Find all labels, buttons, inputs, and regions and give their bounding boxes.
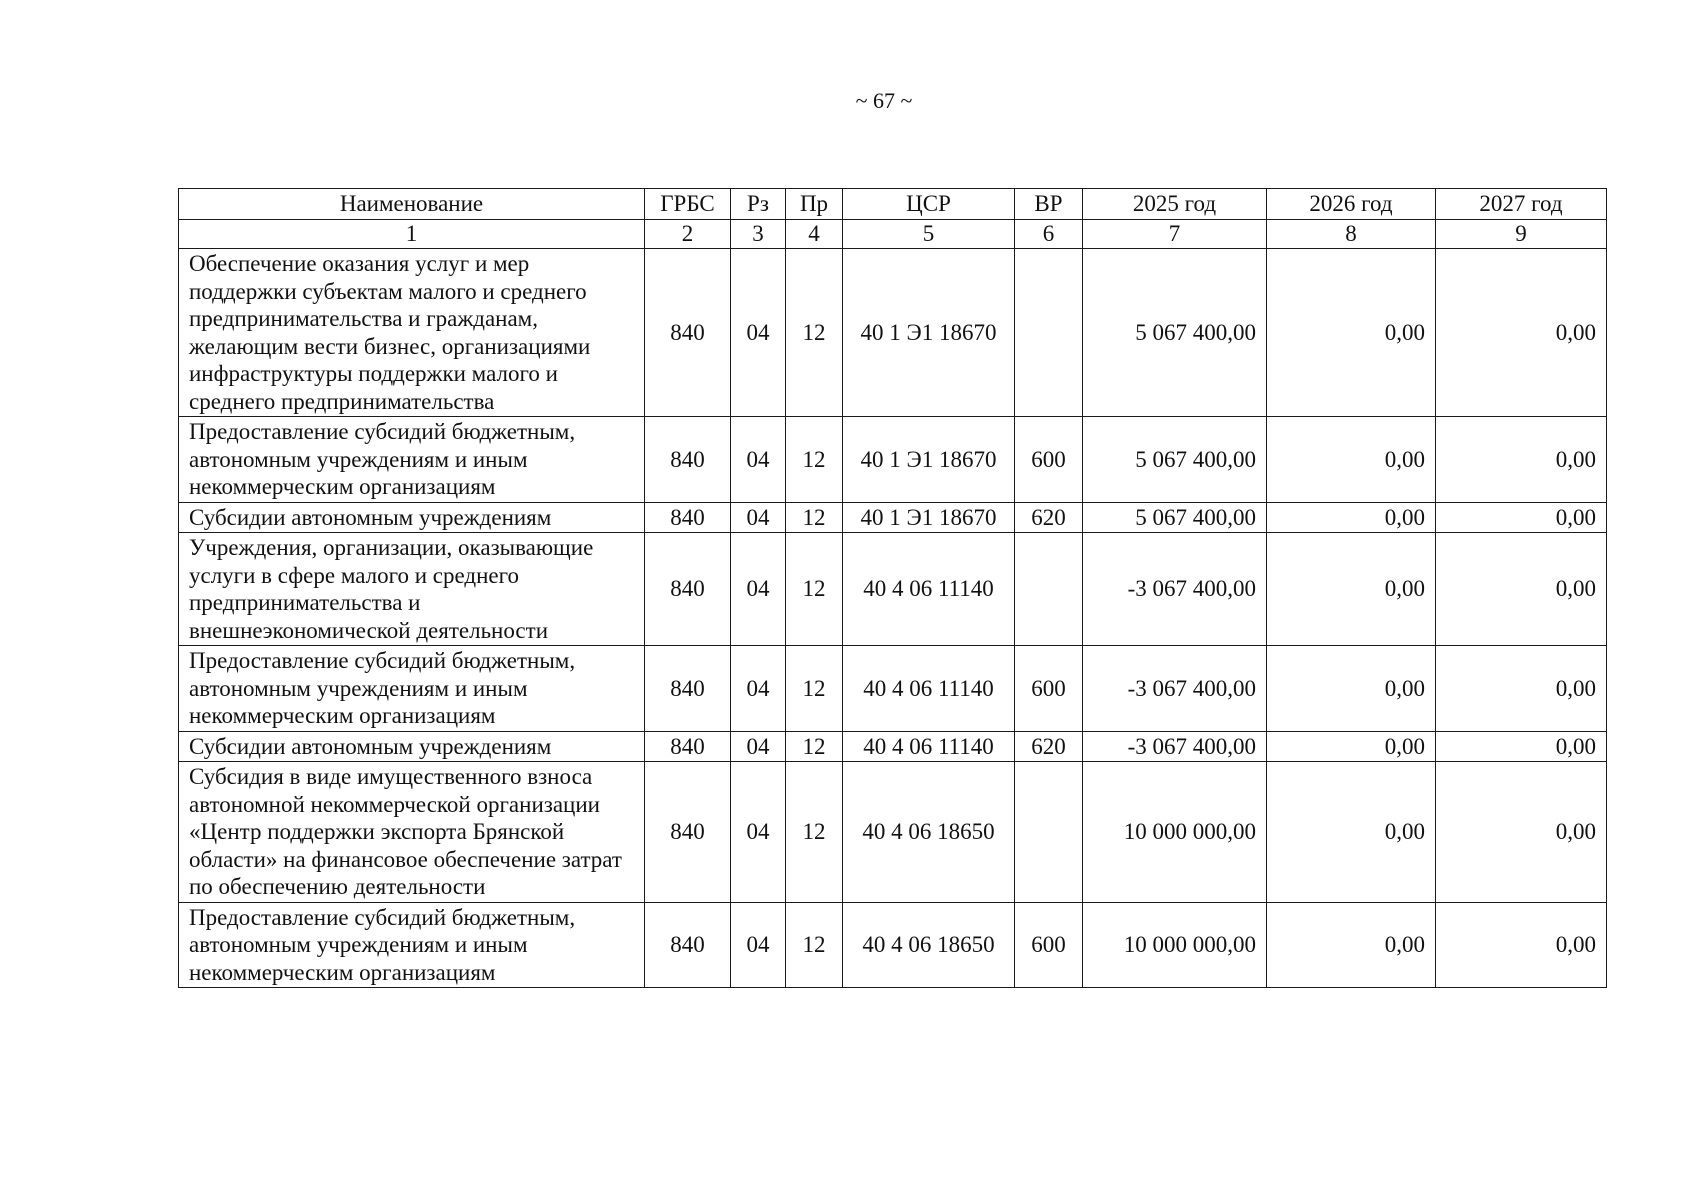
row-csr: 40 4 06 11140 bbox=[843, 731, 1015, 762]
row-csr: 40 4 06 11140 bbox=[843, 533, 1015, 646]
column-number: 5 bbox=[843, 220, 1015, 249]
page-number: ~ 67 ~ bbox=[855, 88, 913, 113]
table-row bbox=[179, 249, 1607, 417]
header-rz: Рз bbox=[731, 189, 786, 220]
row-grbs: 840 bbox=[645, 646, 731, 732]
row-pr: 12 bbox=[786, 646, 843, 732]
column-number-row bbox=[179, 220, 1607, 249]
column-number: 4 bbox=[786, 220, 843, 249]
row-csr: 40 4 06 18650 bbox=[843, 902, 1015, 988]
row-vr: 620 bbox=[1015, 502, 1083, 533]
row-csr: 40 4 06 18650 bbox=[843, 762, 1015, 903]
row-2025: -3 067 400,00 bbox=[1083, 533, 1267, 646]
row-2026: 0,00 bbox=[1267, 533, 1436, 646]
row-rz: 04 bbox=[731, 762, 786, 903]
row-csr: 40 1 Э1 18670 bbox=[843, 502, 1015, 533]
header-2027: 2027 год bbox=[1436, 189, 1607, 220]
header-2025: 2025 год bbox=[1083, 189, 1267, 220]
row-2027: 0,00 bbox=[1436, 902, 1607, 988]
row-vr: 620 bbox=[1015, 731, 1083, 762]
table-row bbox=[179, 646, 1607, 732]
row-rz: 04 bbox=[731, 533, 786, 646]
row-rz: 04 bbox=[731, 417, 786, 503]
row-grbs: 840 bbox=[645, 249, 731, 417]
row-name: Предоставление субсидий бюджетным, автономным учреждениям и иным некоммерческим организациям bbox=[179, 417, 645, 503]
table-row bbox=[179, 731, 1607, 762]
row-grbs: 840 bbox=[645, 533, 731, 646]
row-pr: 12 bbox=[786, 762, 843, 903]
row-2027: 0,00 bbox=[1436, 731, 1607, 762]
row-vr: 600 bbox=[1015, 646, 1083, 732]
column-number: 3 bbox=[731, 220, 786, 249]
row-pr: 12 bbox=[786, 731, 843, 762]
row-2026: 0,00 bbox=[1267, 731, 1436, 762]
table-row bbox=[179, 417, 1607, 503]
row-2025: 5 067 400,00 bbox=[1083, 502, 1267, 533]
row-rz: 04 bbox=[731, 731, 786, 762]
header-csr: ЦСР bbox=[843, 189, 1015, 220]
row-name: Субсидии автономным учреждениям bbox=[179, 731, 645, 762]
row-vr: 600 bbox=[1015, 417, 1083, 503]
row-2025: 10 000 000,00 bbox=[1083, 762, 1267, 903]
row-csr: 40 1 Э1 18670 bbox=[843, 417, 1015, 503]
row-name: Субсидия в виде имущественного взноса автономной некоммерческой организации «Центр поддержки экспорта Брянской области» на финансовое обеспечение затрат по обеспечению деятельности bbox=[179, 762, 645, 903]
row-rz: 04 bbox=[731, 646, 786, 732]
table-row bbox=[179, 533, 1607, 646]
header-name: Наименование bbox=[179, 189, 645, 220]
header-2026: 2026 год bbox=[1267, 189, 1436, 220]
row-grbs: 840 bbox=[645, 762, 731, 903]
row-pr: 12 bbox=[786, 533, 843, 646]
row-2026: 0,00 bbox=[1267, 902, 1436, 988]
column-number: 9 bbox=[1436, 220, 1607, 249]
budget-table bbox=[178, 188, 1607, 988]
row-2027: 0,00 bbox=[1436, 502, 1607, 533]
row-2027: 0,00 bbox=[1436, 533, 1607, 646]
row-name: Предоставление субсидий бюджетным, автономным учреждениям и иным некоммерческим организациям bbox=[179, 646, 645, 732]
row-name: Обеспечение оказания услуг и мер поддержки субъектам малого и среднего предпринимательства и гражданам, желающим вести бизнес, организациями инфраструктуры поддержки малого и среднего предпринимательства bbox=[179, 249, 645, 417]
row-vr: 600 bbox=[1015, 902, 1083, 988]
row-2025: 5 067 400,00 bbox=[1083, 417, 1267, 503]
row-2027: 0,00 bbox=[1436, 249, 1607, 417]
row-grbs: 840 bbox=[645, 902, 731, 988]
column-number: 1 bbox=[179, 220, 645, 249]
row-2027: 0,00 bbox=[1436, 417, 1607, 503]
column-number: 2 bbox=[645, 220, 731, 249]
row-rz: 04 bbox=[731, 902, 786, 988]
row-2025: 5 067 400,00 bbox=[1083, 249, 1267, 417]
row-2026: 0,00 bbox=[1267, 417, 1436, 503]
table-row bbox=[179, 502, 1607, 533]
row-vr bbox=[1015, 762, 1083, 903]
row-2026: 0,00 bbox=[1267, 502, 1436, 533]
row-name: Субсидии автономным учреждениям bbox=[179, 502, 645, 533]
column-number: 6 bbox=[1015, 220, 1083, 249]
header-row bbox=[179, 189, 1607, 220]
row-2027: 0,00 bbox=[1436, 646, 1607, 732]
row-2025: -3 067 400,00 bbox=[1083, 646, 1267, 732]
row-2026: 0,00 bbox=[1267, 249, 1436, 417]
row-csr: 40 1 Э1 18670 bbox=[843, 249, 1015, 417]
row-grbs: 840 bbox=[645, 417, 731, 503]
row-pr: 12 bbox=[786, 249, 843, 417]
column-number: 7 bbox=[1083, 220, 1267, 249]
row-name: Предоставление субсидий бюджетным, автономным учреждениям и иным некоммерческим организациям bbox=[179, 902, 645, 988]
row-rz: 04 bbox=[731, 249, 786, 417]
row-grbs: 840 bbox=[645, 502, 731, 533]
row-2026: 0,00 bbox=[1267, 646, 1436, 732]
row-2025: -3 067 400,00 bbox=[1083, 731, 1267, 762]
row-csr: 40 4 06 11140 bbox=[843, 646, 1015, 732]
row-name: Учреждения, организации, оказывающие услуги в сфере малого и среднего предпринимательства и внешнеэкономической деятельности bbox=[179, 533, 645, 646]
row-grbs: 840 bbox=[645, 731, 731, 762]
row-pr: 12 bbox=[786, 902, 843, 988]
row-vr bbox=[1015, 249, 1083, 417]
row-pr: 12 bbox=[786, 502, 843, 533]
row-pr: 12 bbox=[786, 417, 843, 503]
header-pr: Пр bbox=[786, 189, 843, 220]
table-row bbox=[179, 762, 1607, 903]
row-2027: 0,00 bbox=[1436, 762, 1607, 903]
row-vr bbox=[1015, 533, 1083, 646]
table-row bbox=[179, 902, 1607, 988]
column-number: 8 bbox=[1267, 220, 1436, 249]
row-rz: 04 bbox=[731, 502, 786, 533]
row-2026: 0,00 bbox=[1267, 762, 1436, 903]
row-2025: 10 000 000,00 bbox=[1083, 902, 1267, 988]
header-grbs: ГРБС bbox=[645, 189, 731, 220]
header-vr: ВР bbox=[1015, 189, 1083, 220]
